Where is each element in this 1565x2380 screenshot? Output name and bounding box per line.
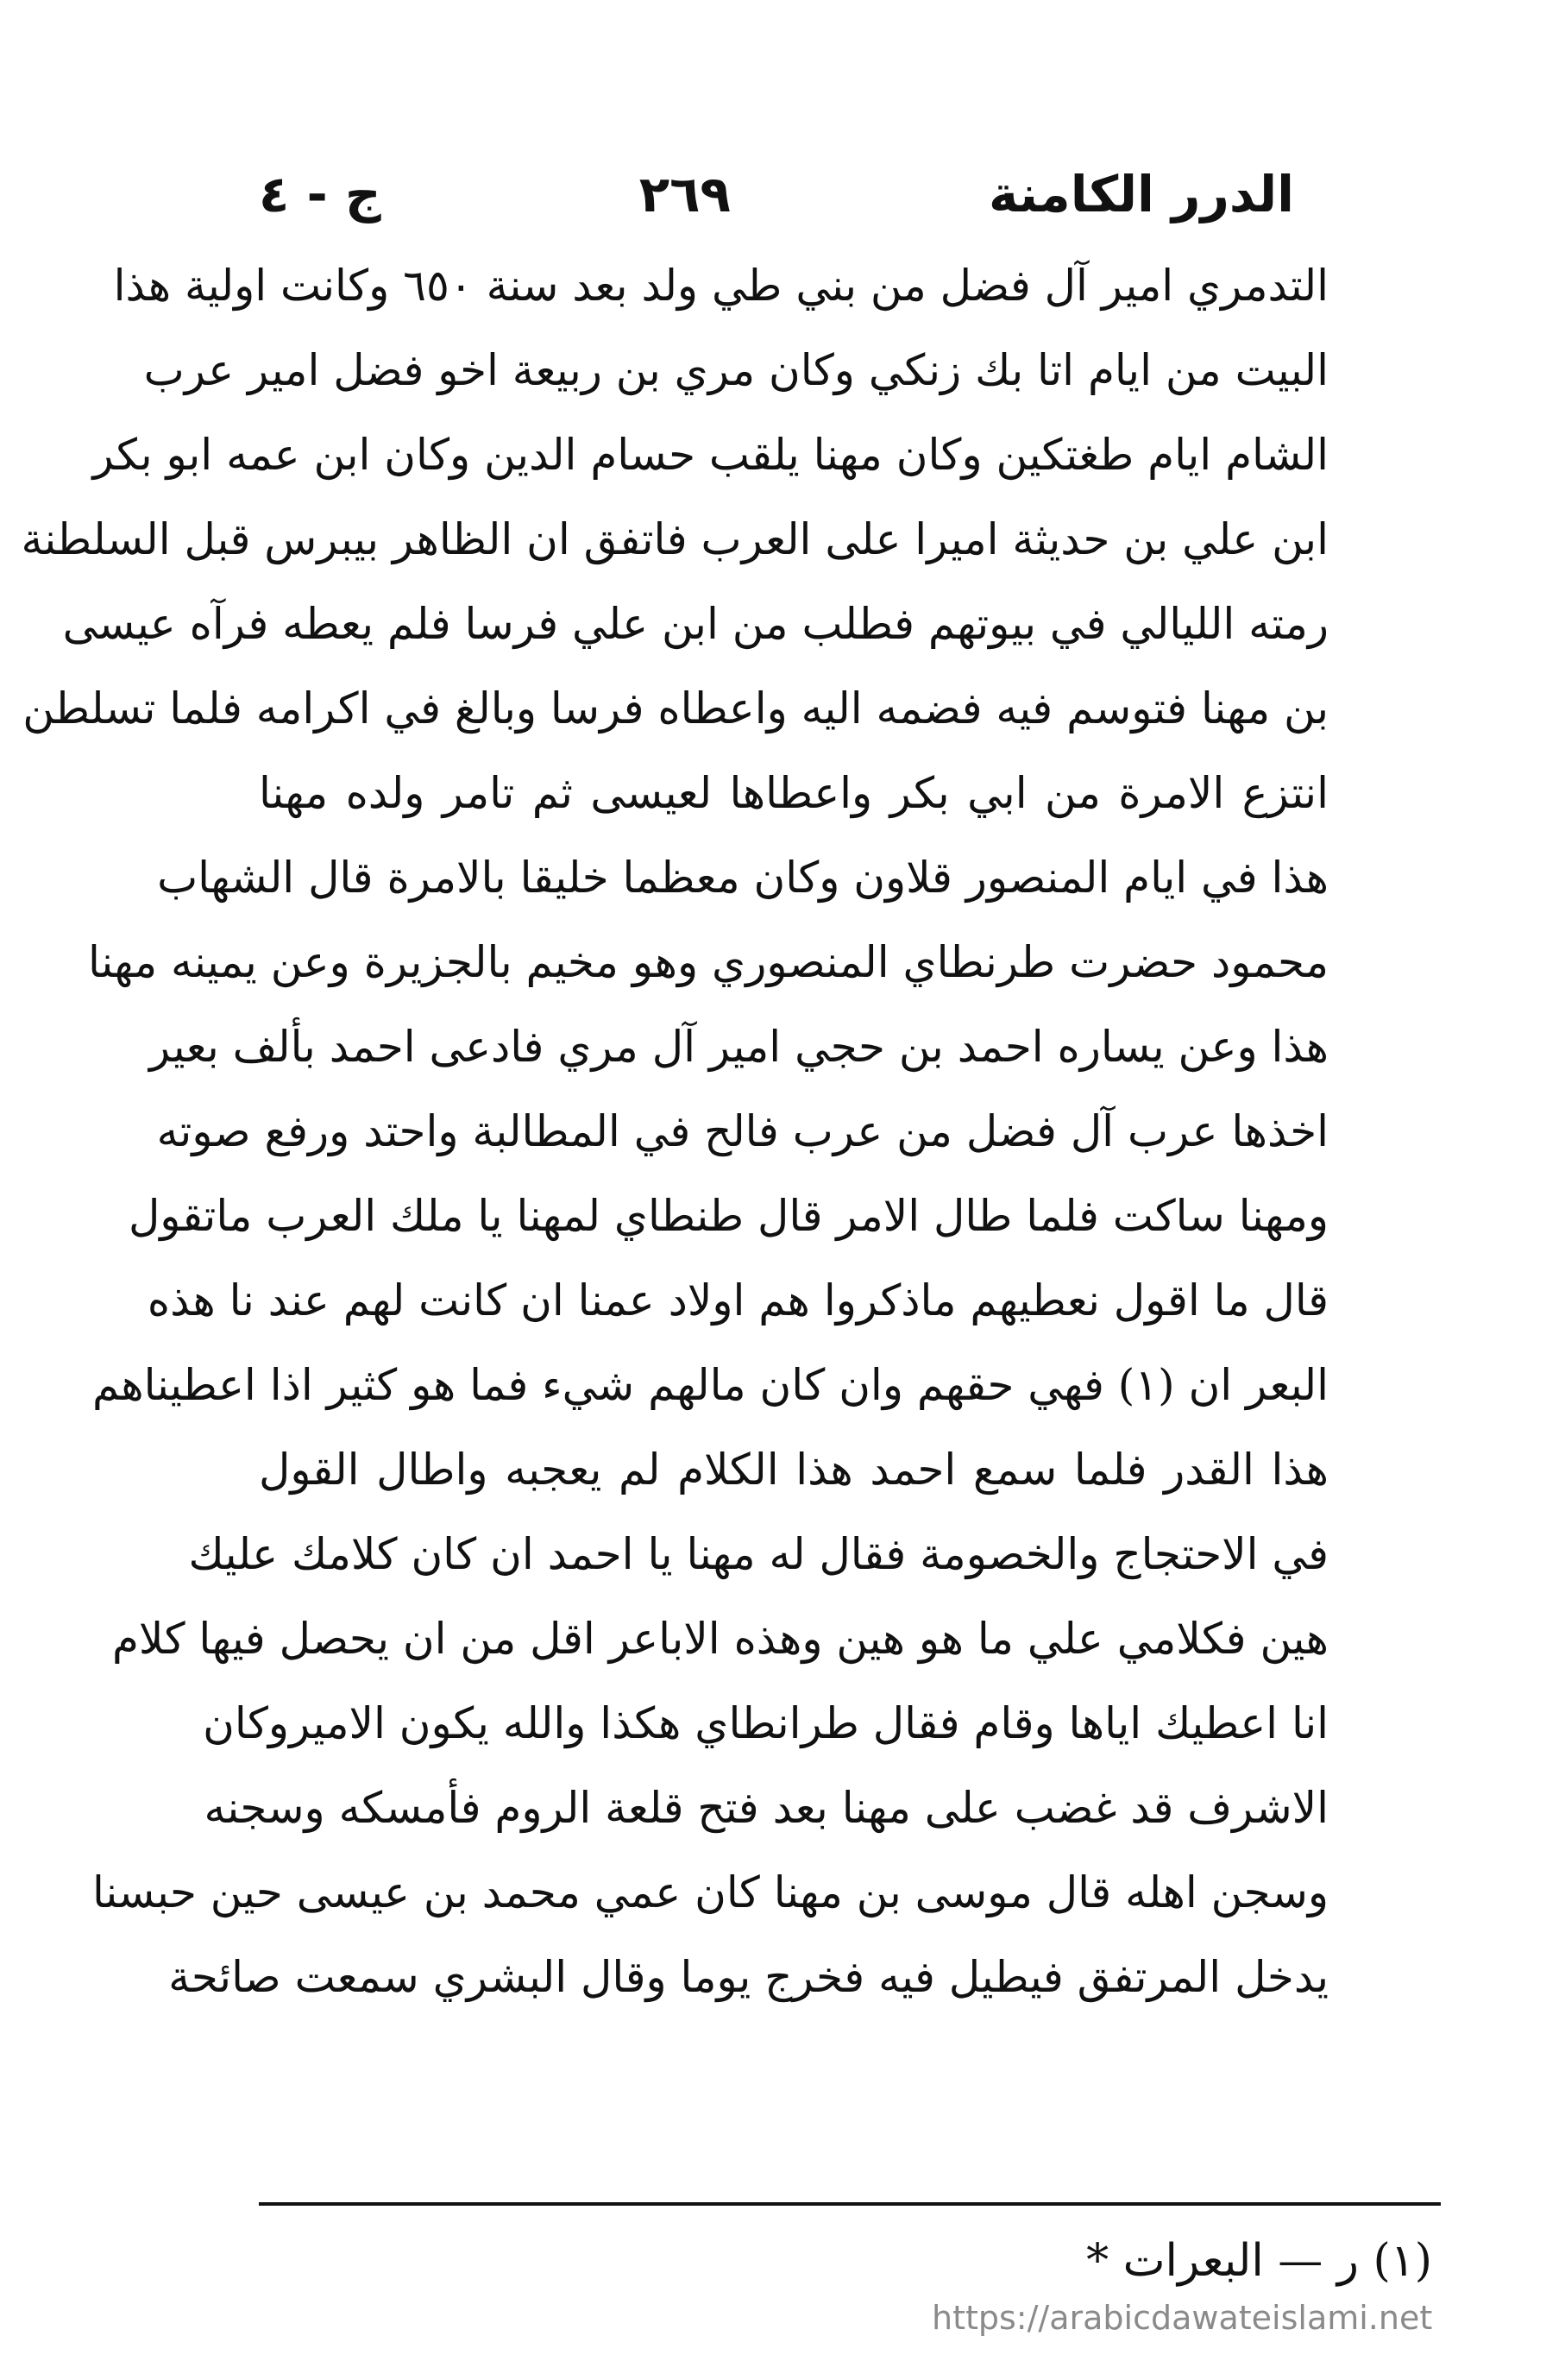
text-line: محمود حضرت طرنطاي المنصوري وهو مخيم بالجزيرة وعن يمينه مهنا [87, 937, 1329, 987]
text-line: هذا في ايام المنصور قلاون وكان معظما خليقا بالامرة قال الشهاب [157, 853, 1329, 903]
text-line: هذا وعن يساره احمد بن حجي امير آل مري فادعى احمد بألف بعير [149, 1022, 1329, 1072]
text-line: انتزع الامرة من ابي بكر واعطاها لعيسى ثم تامر ولده مهنا [259, 768, 1329, 818]
text-line: البيت من ايام اتا بك زنكي وكان مري بن ربيعة اخو فضل امير عرب [143, 345, 1329, 395]
page-number: ٢٦٩ [638, 165, 731, 224]
text-line: هذا القدر فلما سمع احمد هذا الكلام لم يعجبه واطال القول [259, 1445, 1329, 1495]
text-line: قال ما اقول نعطيهم ماذكروا هم اولاد عمنا ان كانت لهم عند نا هذه [147, 1275, 1329, 1325]
text-line: هين فكلامي علي ما هو هين وهذه الاباعر اقل من ان يحصل فيها كلام [111, 1614, 1329, 1664]
text-line: الشام ايام طغتكين وكان مهنا يلقب حسام الدين وكان ابن عمه ابو بكر [92, 430, 1329, 480]
page-header [259, 155, 1294, 233]
footnote-divider [259, 2202, 1441, 2206]
footnote: (١) ر — البعرات * [1086, 2235, 1432, 2287]
book-title: الدرر الكامنة [988, 165, 1294, 224]
volume-label: ج - ٤ [259, 165, 381, 224]
text-line: التدمري امير آل فضل من بني طي ولد بعد سنة ٦٥٠ وكانت اولية هذا [113, 261, 1329, 311]
text-line: بن مهنا فتوسم فيه فضمه اليه واعطاه فرسا وبالغ في اكرامه فلما تسلطن [22, 683, 1329, 734]
text-line: رمته الليالي في بيوتهم فطلب من ابن علي فرسا فلم يعطه فرآه عيسى [62, 599, 1329, 649]
text-line: وسجن اهله قال موسى بن مهنا كان عمي محمد بن عيسى حين حبسنا [91, 1867, 1329, 1917]
text-line: الاشرف قد غضب على مهنا بعد فتح قلعة الروم فأمسكه وسجنه [204, 1783, 1329, 1833]
text-line: ومهنا ساكت فلما طال الامر قال طنطاي لمهنا يا ملك العرب ماتقول [128, 1191, 1329, 1241]
text-line: في الاحتجاج والخصومة فقال له مهنا يا احمد ان كان كلامك عليك [188, 1529, 1329, 1579]
text-line: يدخل المرتفق فيطيل فيه فخرج يوما وقال البشري سمعت صائحة [168, 1952, 1329, 2002]
text-line: اخذها عرب آل فضل من عرب فالح في المطالبة واحتد ورفع صوته [156, 1106, 1329, 1156]
main-text [21, 243, 1329, 2019]
text-line: ابن علي بن حديثة اميرا على العرب فاتفق ان الظاهر بيبرس قبل السلطنة [21, 514, 1329, 564]
watermark-url: https://arabicdawateislami.net [932, 2299, 1433, 2337]
text-line: البعر ان (١) فهي حقهم وان كان مالهم شيء فما هو كثير اذا اعطيناهم [92, 1360, 1329, 1410]
text-line: انا اعطيك اياها وقام فقال طرانطاي هكذا والله يكون الاميروكان [203, 1698, 1329, 1748]
